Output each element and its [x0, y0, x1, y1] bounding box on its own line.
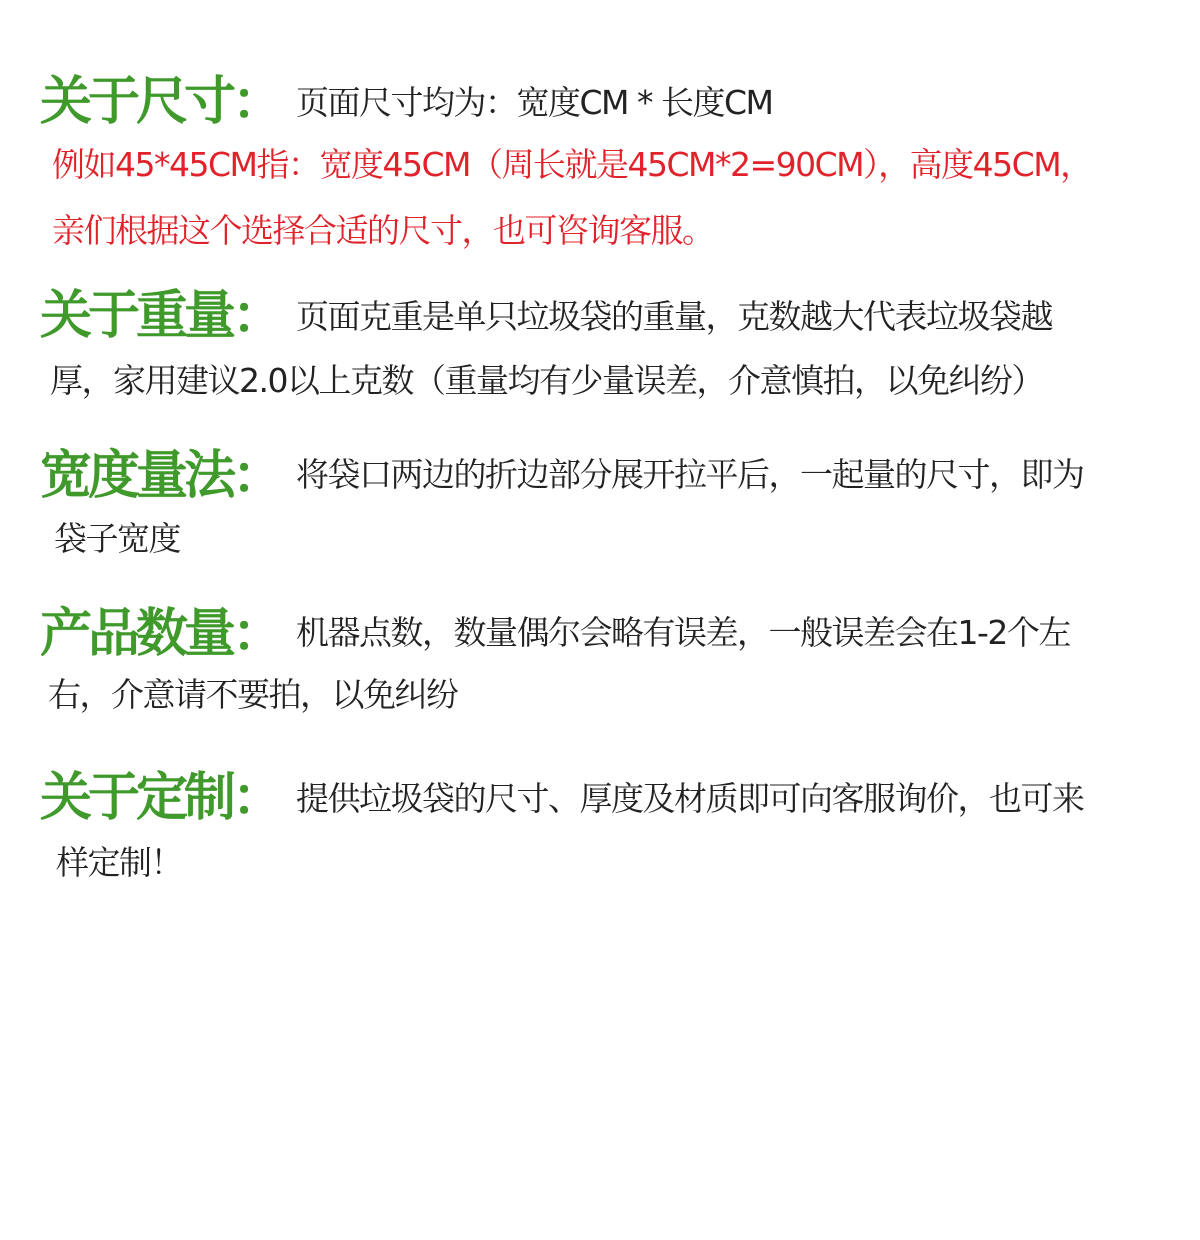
weight-line-1: 页面克重是单只垃圾袋的重量，克数越大代表垃圾袋越	[296, 297, 1052, 336]
size-example: 例如45*45CM指：宽度45CM（周长就是45CM*2=90CM），高度45CM，	[52, 145, 1092, 184]
heading-quantity: 产品数量：	[40, 604, 281, 664]
width-method-line-1: 将袋口两边的折边部分展开拉平后，一起量的尺寸，即为	[296, 455, 1084, 494]
customization-line-1: 提供垃圾袋的尺寸、厚度及材质即可向客服询价，也可来	[296, 779, 1084, 818]
weight-line-2: 厚，家用建议2.0以上克数（重量均有少量误差，介意慎拍，以免纠纷）	[50, 361, 1043, 400]
quantity-line-1: 机器点数，数量偶尔会略有误差，一般误差会在1-2个左	[296, 613, 1070, 652]
quantity-line-2: 右，介意请不要拍，以免纠纷	[48, 675, 458, 714]
heading-size: 关于尺寸：	[40, 72, 281, 132]
width-method-line-2: 袋子宽度	[54, 519, 180, 558]
heading-width-method: 宽度量法：	[40, 446, 281, 506]
heading-customization: 关于定制：	[40, 768, 281, 828]
size-description: 页面尺寸均为：宽度CM * 长度CM	[296, 83, 773, 122]
size-advice: 亲们根据这个选择合适的尺寸，也可咨询客服。	[52, 211, 714, 250]
heading-weight: 关于重量：	[40, 286, 281, 346]
customization-line-2: 样定制！	[56, 843, 182, 882]
